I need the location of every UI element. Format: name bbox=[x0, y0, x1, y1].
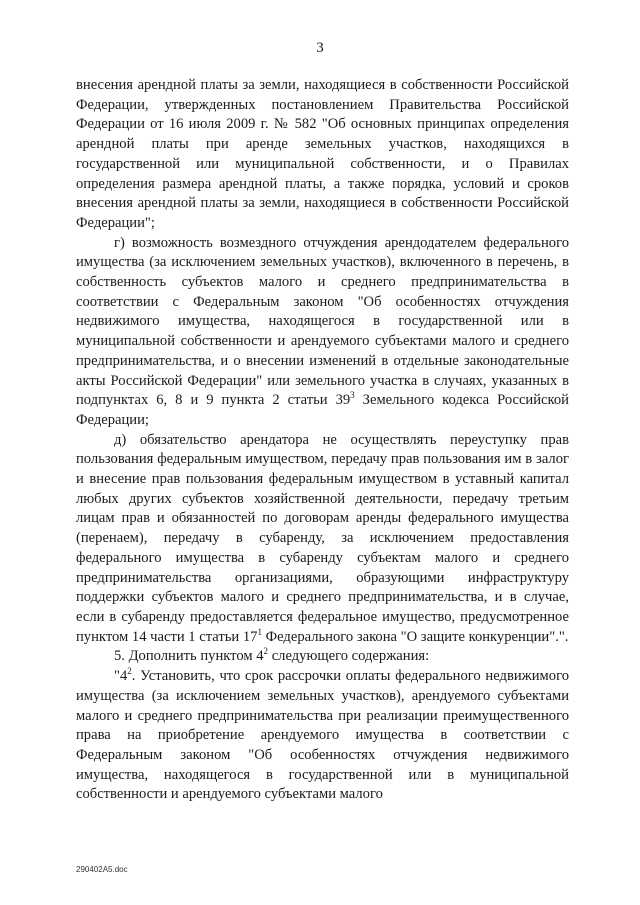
file-name-footer: 290402A5.doc bbox=[76, 865, 128, 874]
document-body bbox=[76, 76, 569, 805]
page-number: 3 bbox=[316, 40, 324, 56]
paragraph-d-text: д) обязательство арендатора не осуществлять переуступку прав пользования федеральным имуществом, передачу прав пользования им в залог и внесение прав пользования федеральным имуществом в уставный капитал любых других субъектов хозяйственной деятельности, передачу третьим лицам прав и обязанностей по договорам аренды федерального имущества (перенаем), передачу в субаренду, за исключением предоставления федерального имущества в субаренду субъектам малого и среднего предпринимательства организациями, образующими инфраструктуру поддержки субъектов малого и среднего предпринимательства, и в случае, если в субаренду предоставляется федеральное имущество, предусмотренное пунктом 14 части 1 статьи 17 bbox=[76, 431, 569, 645]
paragraph-5-text-end: следующего содержания: bbox=[268, 648, 430, 665]
paragraph-g-text-end: Земельного кодекса Российской Федерации; bbox=[76, 392, 569, 428]
superscript: 1 bbox=[257, 626, 262, 637]
paragraph-d-text-end: Федерального закона "О защите конкуренции".". bbox=[261, 628, 569, 645]
paragraph-g-text: г) возможность возмездного отчуждения арендодателем федерального имущества (за исключением земельных участков), включенного в перечень, в собственность субъектов малого и среднего предпринимательства в соответствии с Федеральным законом "Об особенностях отчуждения недвижимого имущества, находящегося в государственной или в муниципальной собственности и арендуемого субъектами малого и среднего предпринимательства, и о внесении изменений в отдельные законодательные акты Российской Федерации" или земельного участка в случаях, указанных в подпунктах 6, 8 и 9 пункта 2 статьи 39 bbox=[76, 234, 569, 409]
paragraph-4-2 bbox=[76, 667, 569, 805]
paragraph-1: внесения арендной платы за земли, находящиеся в собственности Российской Федерации, утвержденных постановлением Правительства Российской Федерации от 16 июля 2009 г. № 582 "Об основных принципах определения арендной платы при аренде земельных участков, находящихся в государственной или муниципальной собственности, и о Правилах определения размера арендной платы, а также порядка, условий и сроков внесения арендной платы за земли, находящиеся в собственности Российской Федерации"; bbox=[76, 77, 569, 231]
superscript: 2 bbox=[263, 646, 269, 657]
paragraph-d bbox=[76, 431, 569, 648]
paragraph-5-text: 5. Дополнить пунктом 4 bbox=[114, 648, 264, 665]
paragraph-g bbox=[76, 234, 569, 431]
paragraph-5 bbox=[76, 647, 569, 667]
superscript: 2 bbox=[127, 666, 132, 677]
superscript: 3 bbox=[350, 390, 355, 401]
paragraph-4-2-text: "4 bbox=[114, 668, 128, 685]
paragraph-4-2-text-end: . Установить, что срок рассрочки оплаты федерального недвижимого имущества (за исключением земельных участков), арендуемого субъектами малого и среднего предпринимательства при реализации преимущественного права на приобретение арендуемого имущества в соответствии с Федеральным законом "Об особенностях отчуждения недвижимого имущества, находящегося в государственной или в муниципальной собственности и арендуемого субъектами малого bbox=[76, 668, 569, 803]
